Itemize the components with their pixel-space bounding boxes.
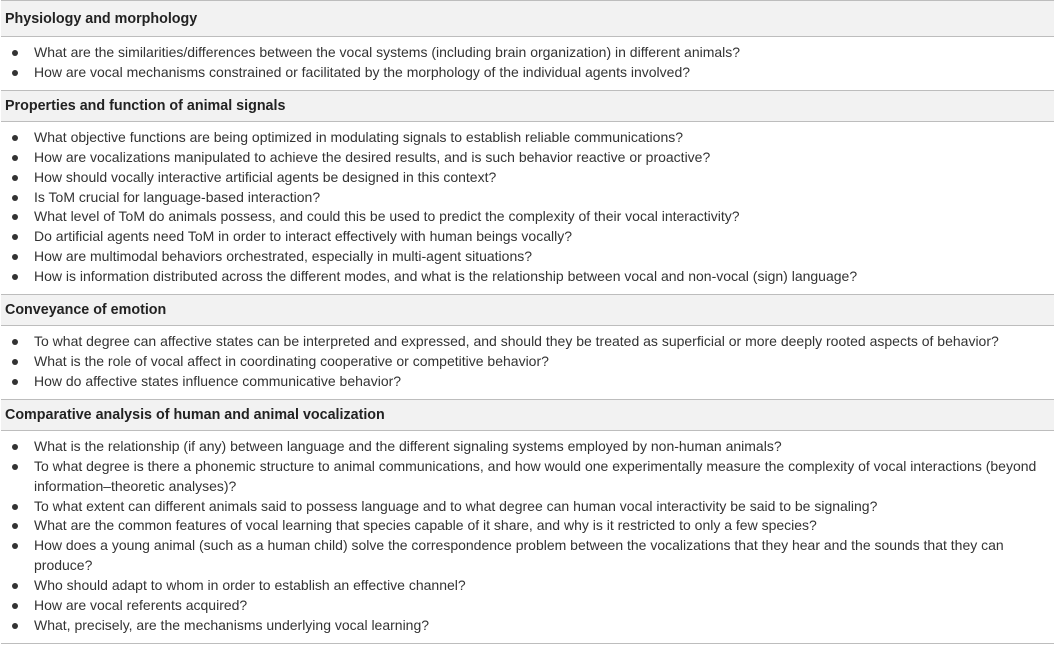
section-header-comparative: Comparative analysis of human and animal vocalization <box>1 399 1054 431</box>
item-text: How is information distributed across the different modes, and what is the relationship between vocal and non-vocal (sign) language? <box>34 268 858 285</box>
item-text: How should vocally interactive artificial agents be designed in this context? <box>34 168 497 185</box>
item-text: How are vocal referents acquired? <box>34 597 248 614</box>
list-item <box>1 63 1054 83</box>
list-item <box>1 43 1054 63</box>
list-item <box>1 207 1054 227</box>
bullet-icon <box>12 175 18 181</box>
bullet-icon <box>12 444 18 450</box>
item-text: How are vocal mechanisms constrained or facilitated by the morphology of the individual agents involved? <box>34 63 691 80</box>
list-item <box>1 148 1054 168</box>
bullet-icon <box>12 155 18 161</box>
bullet-icon <box>12 464 18 470</box>
bullet-icon <box>12 603 18 609</box>
list-item <box>1 596 1054 616</box>
item-text: How are multimodal behaviors orchestrated, especially in multi-agent situations? <box>34 248 533 265</box>
item-text: What are the common features of vocal learning that species capable of it share, and why is it restricted to only a few species? <box>34 517 817 534</box>
list-item <box>1 332 1054 352</box>
section-list-physiology <box>1 37 1054 90</box>
bullet-icon <box>12 254 18 260</box>
item-text: How does a young animal (such as a human child) solve the correspondence problem between the vocalizations that they hear and the sounds that they can produce? <box>34 537 1004 574</box>
list-item <box>1 437 1054 457</box>
list-item <box>1 227 1054 247</box>
item-text: To what degree is there a phonemic structure to animal communications, and how would one experimentally measure the complexity of vocal interactions (beyond information–theoretic analyses)? <box>34 457 1037 494</box>
bullet-icon <box>12 359 18 365</box>
bullet-icon <box>12 623 18 629</box>
list-item <box>1 168 1054 188</box>
list-item <box>1 267 1054 287</box>
list-item <box>1 576 1054 596</box>
bullet-icon <box>12 195 18 201</box>
list-item <box>1 497 1054 517</box>
list-item <box>1 536 1054 576</box>
item-text: To what degree can affective states can be interpreted and expressed, and should they be treated as superficial or more deeply rooted aspects of behavior? <box>34 333 999 350</box>
section-header-signals: Properties and function of animal signals <box>1 90 1054 122</box>
bullet-icon <box>12 274 18 280</box>
bullet-icon <box>12 583 18 589</box>
bullet-icon <box>12 523 18 529</box>
bullet-icon <box>12 339 18 345</box>
list-item <box>1 128 1054 148</box>
section-list-comparative <box>1 431 1054 643</box>
bullet-icon <box>12 379 18 385</box>
item-text: What is the relationship (if any) between language and the different signaling systems employed by non-human animals? <box>34 437 782 454</box>
section-list-signals <box>1 122 1054 294</box>
list-item <box>1 188 1054 208</box>
item-text: What objective functions are being optimized in modulating signals to establish reliable communications? <box>34 128 684 145</box>
item-text: Do artificial agents need ToM in order to interact effectively with human beings vocally? <box>34 228 572 245</box>
item-text: What, precisely, are the mechanisms underlying vocal learning? <box>34 616 430 633</box>
item-text: Is ToM crucial for language-based interaction? <box>34 188 321 205</box>
item-text: How do affective states influence communicative behavior? <box>34 372 402 389</box>
item-text: What are the similarities/differences between the vocal systems (including brain organization) in different animals? <box>34 44 741 60</box>
list-item <box>1 516 1054 536</box>
bullet-icon <box>12 135 18 141</box>
bullet-icon <box>12 214 18 220</box>
list-item <box>1 616 1054 636</box>
bullet-icon <box>12 543 18 549</box>
bullet-icon <box>12 504 18 510</box>
section-list-emotion <box>1 326 1054 399</box>
item-text: What is the role of vocal affect in coordinating cooperative or competitive behavior? <box>34 352 549 369</box>
questions-table <box>1 0 1054 644</box>
table-bottom-rule <box>1 643 1054 644</box>
item-text: How are vocalizations manipulated to achieve the desired results, and is such behavior reactive or proactive? <box>34 148 711 165</box>
item-text: What level of ToM do animals possess, and could this be used to predict the complexity of their vocal interactivity? <box>34 208 740 225</box>
list-item <box>1 247 1054 267</box>
section-header-physiology: Physiology and morphology <box>1 0 1054 37</box>
list-item <box>1 372 1054 392</box>
item-text: Who should adapt to whom in order to establish an effective channel? <box>34 577 466 594</box>
section-header-emotion: Conveyance of emotion <box>1 294 1054 326</box>
bullet-icon <box>12 234 18 240</box>
list-item <box>1 352 1054 372</box>
item-text: To what extent can different animals said to possess language and to what degree can human vocal interactivity be said to be signaling? <box>34 497 878 514</box>
list-item <box>1 457 1054 497</box>
bullet-icon <box>12 50 18 56</box>
bullet-icon <box>12 70 18 76</box>
